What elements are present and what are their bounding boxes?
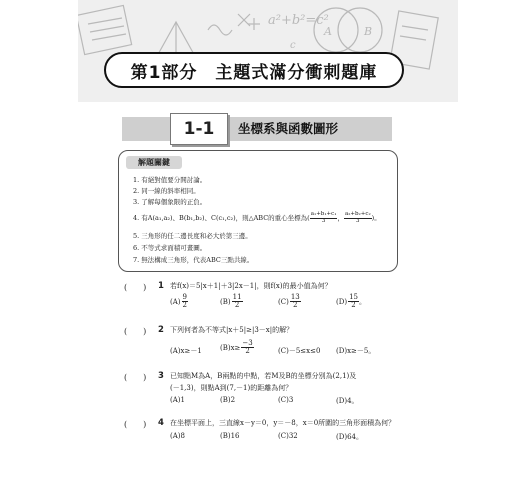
- fraction-denominator: 3: [321, 217, 326, 224]
- tip-5: 5. 三角形的任二邊長度和必大於第三邊。: [133, 232, 252, 240]
- option-fraction: [241, 340, 253, 355]
- answer-blank[interactable]: ( ): [124, 283, 147, 292]
- fraction-denominator: 3: [356, 217, 360, 224]
- option-d[interactable]: [336, 294, 366, 309]
- svg-text:A: A: [324, 25, 332, 38]
- fraction-numerator: a₁+b₁+c₁: [310, 211, 337, 217]
- tip-4-separator: ，: [337, 213, 344, 222]
- fraction-numerator: 11: [232, 293, 242, 301]
- tip-4-prefix: 4. 有A(a₁,a₂)、B(b₁,b₂)、C(c₁,c₂)，則△ABC的重心坐標為(: [133, 213, 310, 222]
- option-b[interactable]: [220, 294, 243, 309]
- option-d[interactable]: (D)x≥－5。: [336, 347, 376, 355]
- question-number: 3: [158, 371, 164, 381]
- option-label: (C): [278, 297, 289, 306]
- tip-2: 2. 同一線的斜率相同。: [133, 187, 200, 195]
- option-label: (B): [220, 297, 231, 306]
- option-c[interactable]: (C)3: [278, 396, 294, 404]
- answer-blank[interactable]: ( ): [124, 373, 147, 382]
- option-fraction: [182, 294, 188, 309]
- svg-text:B: B: [364, 25, 373, 38]
- option-tail: 。: [359, 297, 366, 306]
- tip-6: 6. 不等式求面積可畫圖。: [133, 244, 207, 252]
- option-a[interactable]: (A)x≥－1: [170, 347, 202, 355]
- option-a[interactable]: (A)1: [170, 396, 185, 404]
- option-b[interactable]: (B)2: [220, 396, 236, 404]
- answer-blank[interactable]: ( ): [124, 327, 147, 336]
- option-c[interactable]: (C)－5≤x≤0: [278, 347, 321, 355]
- tip-4-suffix: )。: [371, 213, 381, 222]
- fraction-denominator: 2: [234, 301, 240, 309]
- question-number: 1: [158, 281, 164, 291]
- tip-1: 1. 有絕對值要分開討論。: [133, 176, 207, 184]
- option-d[interactable]: (D)64。: [336, 433, 363, 441]
- option-b[interactable]: (B)16: [220, 432, 240, 440]
- question-number: 4: [158, 418, 164, 428]
- option-label: (A): [170, 297, 181, 306]
- question-text-line-2: (－1,3)，則點A到(7,－1)的距離為何？: [170, 384, 293, 392]
- tip-7: 7. 無法構成三角形，代表ABC三點共線。: [133, 256, 254, 264]
- answer-blank[interactable]: ( ): [124, 420, 147, 429]
- svg-text:c: c: [290, 40, 296, 51]
- tip-4: [133, 212, 381, 224]
- question-text-line-1: 已知點M為A，B兩點的中點，若M及B的坐標分別為(2,1)及: [170, 372, 357, 380]
- option-a[interactable]: (A)8: [170, 432, 185, 440]
- fraction-numerator: 15: [349, 293, 358, 301]
- question-text: 下列何者為不等式|x＋5|≥|3－x|的解？: [170, 326, 294, 334]
- fraction-denominator: 2: [351, 301, 356, 309]
- option-d[interactable]: (D)4。: [336, 397, 359, 405]
- svg-text:a²+b²=c²: a²+b²=c²: [268, 13, 329, 28]
- fraction-numerator: −3: [242, 339, 253, 347]
- option-fraction: [232, 294, 243, 309]
- centroid-y-fraction: [344, 212, 372, 224]
- option-label: (D): [336, 297, 348, 306]
- fraction-denominator: 2: [182, 301, 187, 309]
- key-points-label: 解題關鍵: [126, 156, 182, 169]
- question-text: 在坐標平面上，三直線x－y＝0，y＝－8，x＝0所圍的三角形面積為何？: [170, 419, 396, 427]
- fraction-numerator: 9: [182, 293, 187, 301]
- option-label: (B)x≥: [220, 343, 241, 352]
- chapter-title: 第1部分 主題式滿分衝刺題庫: [104, 52, 404, 88]
- tip-3: 3. 了解每個象限的正負。: [133, 198, 207, 206]
- fraction-denominator: 2: [293, 301, 298, 309]
- option-a[interactable]: [170, 294, 188, 309]
- option-b[interactable]: [220, 340, 254, 355]
- fraction-denominator: 2: [245, 347, 250, 355]
- fraction-numerator: 13: [290, 293, 300, 301]
- option-c[interactable]: [278, 294, 301, 309]
- option-fraction: [290, 294, 301, 309]
- section-number: 1-1: [170, 113, 228, 145]
- fraction-numerator: a₂+b₂+c₂: [344, 211, 371, 217]
- question-text: 若f(x)＝5|x＋1|＋3|2x－1|，則f(x)的最小值為何？: [170, 282, 332, 290]
- option-c[interactable]: (C)32: [278, 432, 298, 440]
- option-fraction: [348, 294, 359, 309]
- centroid-x-fraction: [310, 212, 338, 224]
- question-number: 2: [158, 325, 164, 335]
- section-title: 坐標系與函數圖形: [238, 121, 339, 136]
